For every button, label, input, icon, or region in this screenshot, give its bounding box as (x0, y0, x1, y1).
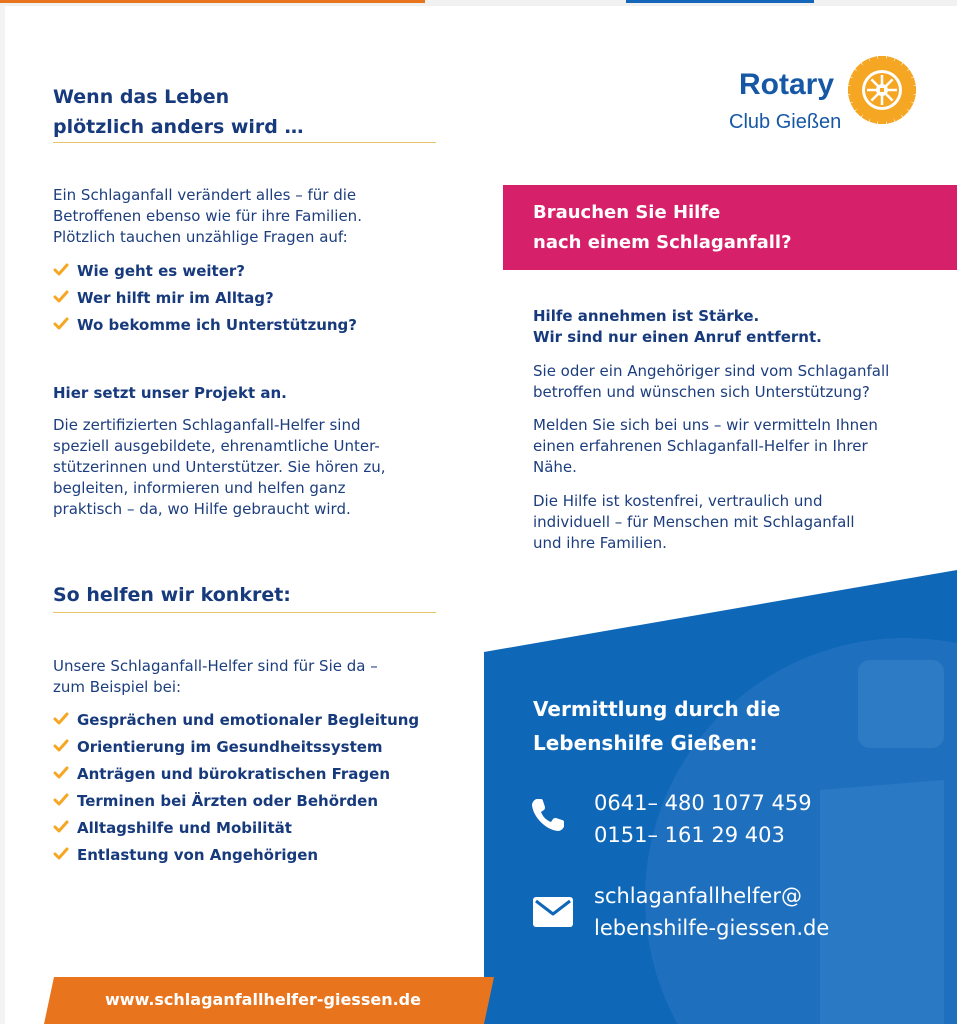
help-banner-title: Brauchen Sie Hilfe nach einem Schlaganfall? (533, 202, 792, 253)
checkmark-icon (53, 316, 69, 332)
help-list (53, 707, 419, 869)
list-item: Alltagshilfe und Mobilität (53, 815, 419, 842)
checkmark-icon (53, 711, 69, 727)
phone-number[interactable]: 0641– 480 1077 459 (594, 791, 812, 815)
checkmark-icon (53, 738, 69, 754)
rotary-logo-text: Rotary (739, 68, 835, 101)
strength-heading: Hilfe annehmen ist Stärke. Wir sind nur einen Anruf entfernt. (533, 307, 822, 346)
phone-number[interactable]: 0151– 161 29 403 (594, 823, 785, 847)
rotary-wheel-icon (848, 56, 916, 124)
phone-numbers[interactable] (594, 787, 812, 851)
list-item: Anträgen und bürokratischen Fragen (53, 761, 419, 788)
checkmark-icon (53, 765, 69, 781)
list-item: Orientierung im Gesundheitssystem (53, 734, 419, 761)
heading-life-changes (53, 82, 304, 142)
project-heading: Hier setzt unser Projekt an. (53, 384, 287, 402)
heading-line: plötzlich anders wird … (53, 116, 304, 138)
list-item: Wie geht es weiter? (53, 258, 357, 285)
website-link[interactable]: www.schlaganfallhelfer-giessen.de (105, 990, 421, 1009)
list-item: Wer hilft mir im Alltag? (53, 285, 357, 312)
list-item: Gesprächen und emotionaler Begleitung (53, 707, 419, 734)
checkmark-icon (53, 792, 69, 808)
heading-underline (53, 612, 436, 613)
list-item: Wo bekomme ich Unterstützung? (53, 312, 357, 339)
heading-underline (53, 142, 436, 143)
paragraph-affected: Sie oder ein Angehöriger sind vom Schlaganfall betroffen und wünschen sich Unterstützung? (533, 362, 890, 401)
list-item: Terminen bei Ärzten oder Behörden (53, 788, 419, 815)
mail-icon (531, 895, 575, 929)
heading-how-we-help: So helfen wir konkret: (53, 584, 291, 606)
project-paragraph: Die zertifizierten Schlaganfall-Helfer sind speziell ausgebildete, ehrenamtliche Unter- stützerinnen und Unterstützer. Sie hören zu, begleiten, informieren und helfen ganz praktisch – da, wo Hilfe gebraucht wird. (53, 416, 386, 518)
email-address[interactable]: schlaganfallhelfer@ lebenshilfe-giessen.de (594, 884, 830, 940)
checkmark-icon (53, 819, 69, 835)
checkmark-icon (53, 846, 69, 862)
list-item: Entlastung von Angehörigen (53, 842, 419, 869)
question-list (53, 258, 357, 339)
checkmark-icon (53, 262, 69, 278)
heading-line: Wenn das Leben (53, 86, 230, 108)
checkmark-icon (53, 289, 69, 305)
help-intro: Unsere Schlaganfall-Helfer sind für Sie da – zum Beispiel bei: (53, 657, 378, 696)
paragraph-contact-us: Melden Sie sich bei uns – wir vermitteln Ihnen einen erfahrenen Schlaganfall-Helfer in Ihrer Nähe. (533, 416, 878, 476)
paragraph-free-help: Die Hilfe ist kostenfrei, vertraulich und individuell – für Menschen mit Schlaganfall und ihre Familien. (533, 492, 855, 552)
contact-heading: Vermittlung durch die Lebenshilfe Gießen: (533, 697, 781, 755)
intro-paragraph: Ein Schlaganfall verändert alles – für die Betroffenen ebenso wie für ihre Familien. Plötzlich tauchen unzählige Fragen auf: (53, 186, 362, 246)
phone-icon (530, 797, 566, 833)
club-name: Club Gießen (729, 111, 842, 133)
